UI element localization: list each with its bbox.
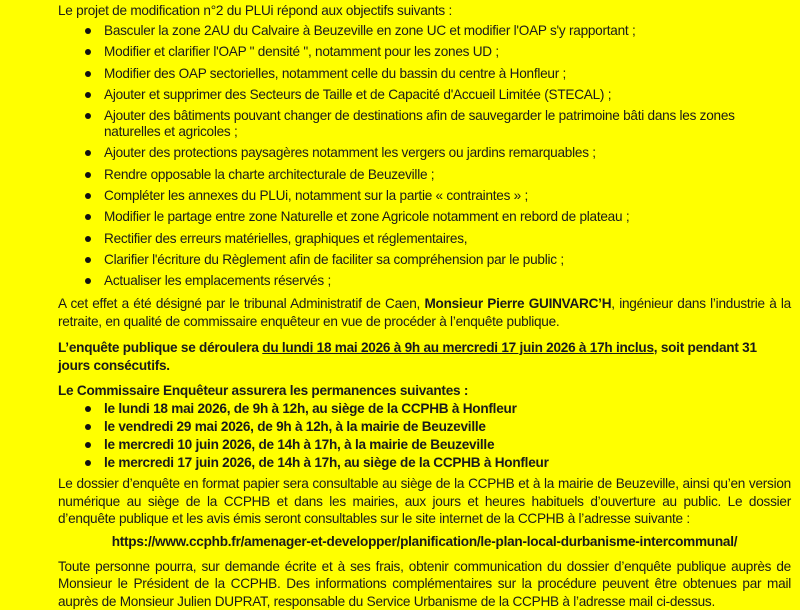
objective-item [58,209,791,225]
dates-text-after: , soit pendant 31 jours consécutifs. [58,339,757,373]
objective-item [58,188,791,204]
permanence-text: le vendredi 29 mai 2026, de 9h à 12h, à la mairie de Beuzeville [104,418,486,434]
objective-text: Rectifier des erreurs matérielles, graphiques et réglementaires, [104,230,468,246]
objective-item [58,252,791,268]
bullet-icon [85,113,91,119]
appointment-text-after: , ingénieur dans l’industrie à la retraite, en qualité de commissaire enquêteur en vue de procéder à l’enquête publique. [58,295,791,329]
permanence-item [58,419,791,435]
bullet-icon [85,49,91,55]
objective-text: Actualiser les emplacements réservés ; [104,273,331,289]
objective-text: Ajouter et supprimer des Secteurs de Taille et de Capacité d'Accueil Limitée (STECAL) ; [104,86,612,102]
bullet-icon [85,278,91,284]
objective-text: Modifier le partage entre zone Naturelle et zone Agricole notamment en rebord de plateau ; [104,209,630,225]
permanence-item [58,401,791,417]
objective-item [58,66,791,82]
bullet-icon [85,28,91,34]
permanence-text: le mercredi 17 juin 2026, de 14h à 17h, au siège de la CCPHB à Honfleur [104,455,549,471]
dossier-url-link[interactable]: https://www.ccphb.fr/amenager-et-developper/planification/le-plan-local-durbanisme-intercommunal/ [111,533,738,549]
objective-text: Modifier des OAP sectorielles, notamment celle du bassin du centre à Honfleur ; [104,65,567,81]
objective-text: Clarifier l'écriture du Règlement afin de faciliter sa compréhension par le public ; [104,251,564,267]
dossier-paragraph: Le dossier d’enquête en format papier sera consultable au siège de la CCPHB et à la mairie de Beuzeville, ainsi qu’en version numérique au siège de la CCPHB et dans les mairies, aux jours et heures habituels d’ouverture au public. Le dossier d’enquête publique et les avis émis seront consultables sur le site internet de la CCPHB à l’adresse suivante : [58,476,791,527]
document-page [58,0,791,610]
bullet-icon [85,172,91,178]
intro-text: Le projet de modification n°2 du PLUi répond aux objectifs suivants : [58,3,452,18]
permanence-text: le lundi 18 mai 2026, de 9h à 12h, au siège de la CCPHB à Honfleur [104,400,517,416]
bullet-icon [85,214,91,220]
objective-item [58,108,791,140]
contact-paragraph: Toute personne pourra, sur demande écrite et à ses frais, obtenir communication du dossier d’enquête publique auprès de Monsieur le Président de la CCPHB. Des informations complémentaires sur la procédure peuvent être obtenues par mail auprès de Monsieur Julien DUPRAT, responsable du Service Urbanisme de la CCPHB à l’adresse mail ci-dessus. [58,558,791,609]
objective-text: Ajouter des protections paysagères notamment les vergers ou jardins remarquables ; [104,145,596,161]
objective-item [58,44,791,60]
permanences-heading: Le Commissaire Enquêteur assurera les permanences suivantes : [58,382,469,398]
objective-item [58,87,791,103]
objective-text: Basculer la zone 2AU du Calvaire à Beuzeville en zone UC et modifier l'OAP s'y rapportant ; [104,23,636,38]
bullet-icon [85,460,91,466]
objective-item [58,167,791,183]
bullet-icon [85,424,91,430]
appointment-paragraph [58,295,791,331]
bullet-icon [85,236,91,242]
objective-text: Compléter les annexes du PLUi, notamment sur la partie « contraintes » ; [104,188,529,204]
inquiry-dates-paragraph [58,339,791,375]
objective-text: Modifier et clarifier l'OAP " densité ", notamment pour les zones UD ; [104,44,499,60]
bullet-icon [85,442,91,448]
objective-item [58,273,791,289]
bullet-icon [85,406,91,412]
permanence-item [58,455,791,471]
bullet-icon [85,150,91,156]
bullet-icon [85,92,91,98]
objectives-list [58,23,791,289]
objective-item [58,145,791,161]
permanence-text: le mercredi 10 juin 2026, de 14h à 17h, à la mairie de Beuzeville [104,436,495,452]
commissioner-name: Monsieur Pierre GUINVARC’H [424,295,612,311]
inquiry-period: du lundi 18 mai 2026 à 9h au mercredi 17 juin 2026 à 17h inclus [262,339,654,355]
permanence-item [58,437,791,453]
objective-item [58,23,791,39]
objective-text: Rendre opposable la charte architecturale de Beuzeville ; [104,166,435,182]
bullet-icon [85,257,91,263]
objective-item [58,231,791,247]
objective-text: Ajouter des bâtiments pouvant changer de destinations afin de sauvegarder le patrimoine bâti dans les zones naturelles et agricoles ; [104,108,735,140]
permanences-list [58,401,791,472]
bullet-icon [85,193,91,199]
appointment-text-before: A cet effet a été désigné par le tribunal Administratif de Caen, [58,295,425,311]
dates-text-before: L’enquête publique se déroulera [58,339,263,355]
bullet-icon [85,71,91,77]
